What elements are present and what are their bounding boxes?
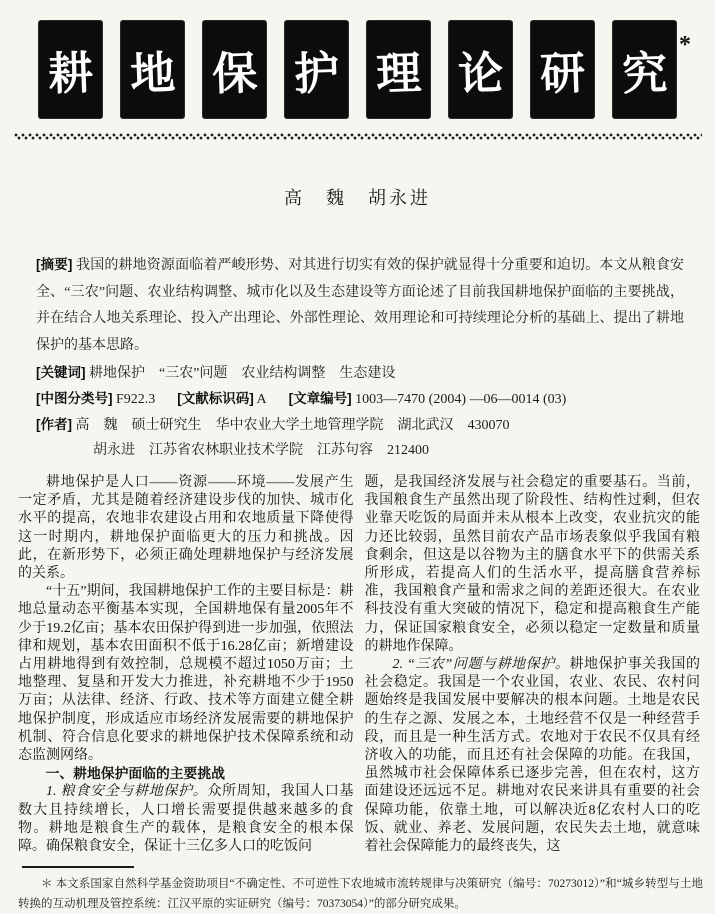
title-char-box bbox=[203, 21, 266, 118]
paragraph-text: 耕地保护事关我国的社会稳定。我国是一个农业国，农业、农民、农村问题始终是我国发展中要解决的根本问题。土地是农民的生存之源、发展之本，土地经营不仅是一种经营手段，而且是一种生活方式。农地对于农民不仅具有经济收入的功能，而且还有社会保障的功能。在我国，虽然城市社会保障体系已逐步完善，但在农村，这方面建设还远远不足。耕地对农民来讲具有重要的社会保障功能，依靠土地，可以解决近8亿农村人口的吃饭、就业、养老、发展问题，农民失去土地，就意味着社会保障能力的最终丧失，这 bbox=[364, 657, 700, 855]
section-heading: 一、耕地保护面临的主要挑战 bbox=[45, 766, 225, 782]
article-id-value: 1003—7470 (2004) —06—0014 (03) bbox=[355, 392, 567, 407]
abstract-text: 我国的耕地资源面临着严峻形势、对其进行切实有效的保护就显得十分重要和迫切。本文从粮食安全、“三农”问题、农业结构调整、城市化以及生态建设等方面论述了目前我国耕地保护面临的主要挑战，并在结合人地关系理论、投入产出理论、外部性理论、效用理论和可持续理论分析的基础上、提出了耕地保护的基本思路。 bbox=[36, 258, 685, 353]
title-char-box bbox=[121, 21, 184, 118]
author-info-1: 高 魏 硕士研究生 华中农业大学土地管理学院 湖北武汉 430070 bbox=[75, 418, 510, 433]
title-char-box bbox=[285, 21, 348, 118]
paragraph-text: 众所周知，我国人口基数大且持续增长，人口增长需要提供越来越多的食物。耕地是粮食生产的载体，是粮食安全的根本保障。确保粮食安全，保证十三亿多人口的吃饭问 bbox=[18, 784, 354, 855]
abstract-paragraph bbox=[36, 252, 684, 359]
footnote-text: ＊ 本文系国家自然科学基金资助项目“不确定性、不可逆性下农地城市流转规律与决策研究（编号：70273012）”和“城乡转型与土地转换的互动机理及管控系统：江汉平原的实证研究（编号：70373054）”的部分研究成果。 bbox=[18, 878, 703, 910]
title-char: 理 bbox=[375, 46, 423, 101]
author-info-2: 胡永进 江苏省农林职业技术学院 江苏句容 212400 bbox=[93, 443, 429, 458]
paragraph: 题，是我国经济发展与社会稳定的重要基石。当前，我国粮食生产虽然出现了阶段性、结构性过剩，但农业靠天吃饭的局面并未从根本上改变，农业抗灾的能力还比较弱，虽然目前农产品市场表象似乎我国有粮食剩余，但这是以谷物为主的膳食水平下的供需关系所形成，若提高人们的生活水平，提高膳食营养标准，我国粮食产量和需求之间的差距还很大。在农业科技没有重大突破的情况下，稳定和提高粮食生产能力，保证国家粮食安全，必须以稳定一定数量和质量的耕地作保障。 bbox=[364, 475, 700, 654]
paragraph-lead: 2. “三农”问题与耕地保护。 bbox=[392, 657, 570, 673]
decorative-divider bbox=[14, 133, 702, 140]
clc-label: [中图分类号] bbox=[36, 391, 113, 406]
paragraph: 耕地保护是人口——资源——环境——发展产生一定矛盾，尤其是随着经济建设步伐的加快、城市化水平的提高，农地非农建设占用和农地质量下降使得这一时期内，耕地保护面临更大的压力和挑战。因此，在新形势下，必须正确处理耕地保护与经济发展的关系。 bbox=[18, 475, 354, 582]
title-char-box bbox=[531, 21, 594, 118]
body-columns bbox=[18, 474, 700, 856]
clc-value: F922.3 bbox=[116, 392, 156, 407]
right-column bbox=[365, 474, 701, 856]
authors-line: 高 魏 胡永进 bbox=[284, 188, 431, 208]
author-info-line-2 bbox=[36, 439, 684, 462]
paragraph bbox=[18, 783, 354, 856]
title-char: 究 bbox=[621, 46, 669, 101]
footnote-separator bbox=[22, 866, 134, 868]
title-char-box bbox=[613, 21, 676, 118]
footnote-asterisk-marker: * bbox=[679, 32, 691, 58]
title-char: 地 bbox=[129, 46, 177, 101]
author-info-line-1 bbox=[36, 413, 684, 437]
title-char-box bbox=[449, 21, 512, 118]
keywords-text: 耕地保护 “三农”问题 农业结构调整 生态建设 bbox=[89, 366, 396, 381]
article-id-label: [文章编号] bbox=[288, 391, 352, 406]
title-char: 论 bbox=[457, 46, 505, 101]
doc-code-value: A bbox=[256, 392, 267, 407]
title-char-box bbox=[39, 21, 102, 118]
title-char: 耕 bbox=[47, 46, 95, 101]
title-char: 研 bbox=[539, 46, 587, 101]
abstract-label: [摘要] bbox=[36, 257, 73, 272]
title-char-box bbox=[367, 21, 430, 118]
left-column bbox=[18, 474, 354, 856]
meta-block bbox=[36, 252, 684, 462]
classification-line bbox=[36, 387, 684, 411]
article-title bbox=[0, 0, 715, 118]
keywords-line bbox=[36, 361, 684, 385]
title-char: 保 bbox=[211, 46, 259, 101]
paragraph: “十五”期间，我国耕地保护工作的主要目标是：耕地总量动态平衡基本实现，全国耕地保有量2005年不少于19.2亿亩；基本农田保护得到进一步加强，依照法律和规划，基本农田面积不低于16.28亿亩；新增建设占用耕地得到有效控制，总规模不超过1050万亩；土地整理、复垦和开发大力推进，补充耕地不少于1950万亩；从法律、经济、行政、技术等方面建立健全耕地保护制度，形成适应市场经济发展需要的耕地保护机制、符合信息化要求的耕地保护技术保障系统和动态监测网络。 bbox=[18, 584, 354, 764]
doc-code-label: [文献标识码] bbox=[177, 391, 254, 406]
paragraph bbox=[365, 656, 701, 856]
paragraph-lead: 1. 粮食安全与耕地保护。 bbox=[46, 784, 208, 800]
keywords-label: [关键词] bbox=[36, 365, 86, 380]
title-char: 护 bbox=[293, 46, 341, 101]
author-label: [作者] bbox=[36, 417, 72, 432]
